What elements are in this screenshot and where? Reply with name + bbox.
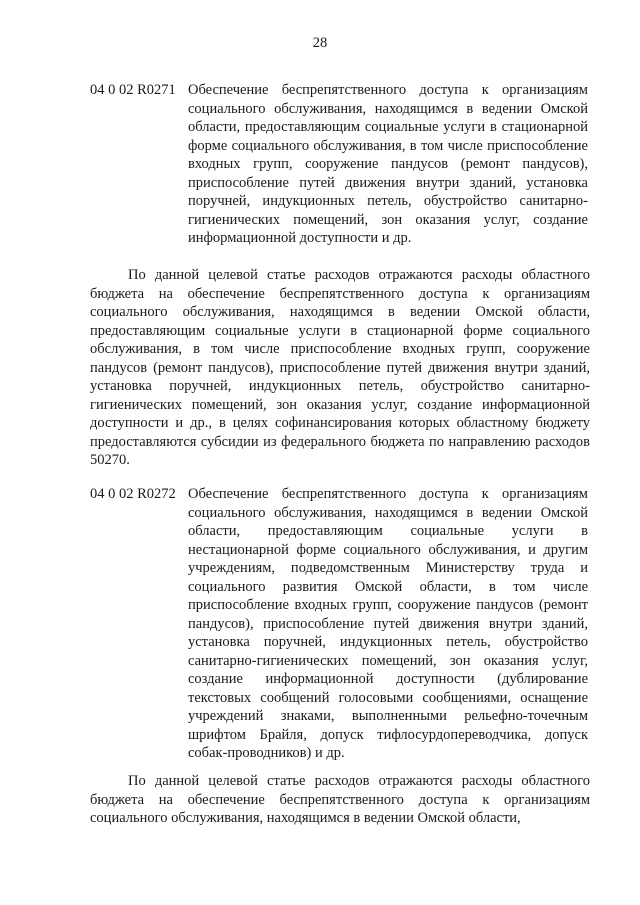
entry-description: Обеспечение беспрепятственного доступа к организациям социального обслуживания, находящимся в ведении Омской области, предоставляющим социальные услуги в нестационарной форме социального обслуживания, и другим учреждениям, подведомственным Министерству труда и социального развития Омской области, в том числе приспособление входных групп, сооружение пандусов (ремонт пандусов), приспособление путей движения внутри зданий, установка поручней, индукционных петель, обустройство санитарно-гигиенических помещений, зон оказания услуг, создание информационной доступности (дублирование текстовых сообщений голосовыми сообщениями, оснащение учреждений знаками, выполненными рельефно-точечным шрифтом Брайля, допуск тифлосурдопереводчика, допуск собак-проводников) и др. <box>188 486 588 761</box>
entry-code: 04 0 02 R0272 <box>90 486 176 502</box>
body-paragraph: По данной целевой статье расходов отражаются расходы областного бюджета на обеспечение беспрепятственного доступа к организациям социального обслуживания, находящимся в ведении Омской области, <box>90 773 590 826</box>
entry-code: 04 0 02 R0271 <box>90 82 176 98</box>
body-paragraph: По данной целевой статье расходов отражаются расходы областного бюджета на обеспечение беспрепятственного доступа к организациям социального обслуживания, находящимся в ведении Омской области, предоставляющим социальные услуги в стационарной форме социального обслуживания, в том числе приспособление входных групп, сооружение пандусов (ремонт пандусов), приспособление путей движения внутри зданий, установка поручней, индукционных петель, обустройство санитарно-гигиенических помещений, зон оказания услуг, создание информационной доступности и др., в целях софинансирования которых областному бюджету предоставляются субсидии из федерального бюджета по направлению расходов 50270. <box>90 267 590 468</box>
page-number: 28 <box>312 35 328 51</box>
entry-description: Обеспечение беспрепятственного доступа к организациям социального обслуживания, находящимся в ведении Омской области, предоставляющим социальные услуги в стационарной форме социального обслуживания, в том числе приспособление входных групп, сооружение пандусов (ремонт пандусов), приспособление путей движения внутри зданий, установка поручней, индукционных петель, обустройство санитарно-гигиенических помещений, зон оказания услуг, создание информационной доступности и др. <box>188 82 588 246</box>
